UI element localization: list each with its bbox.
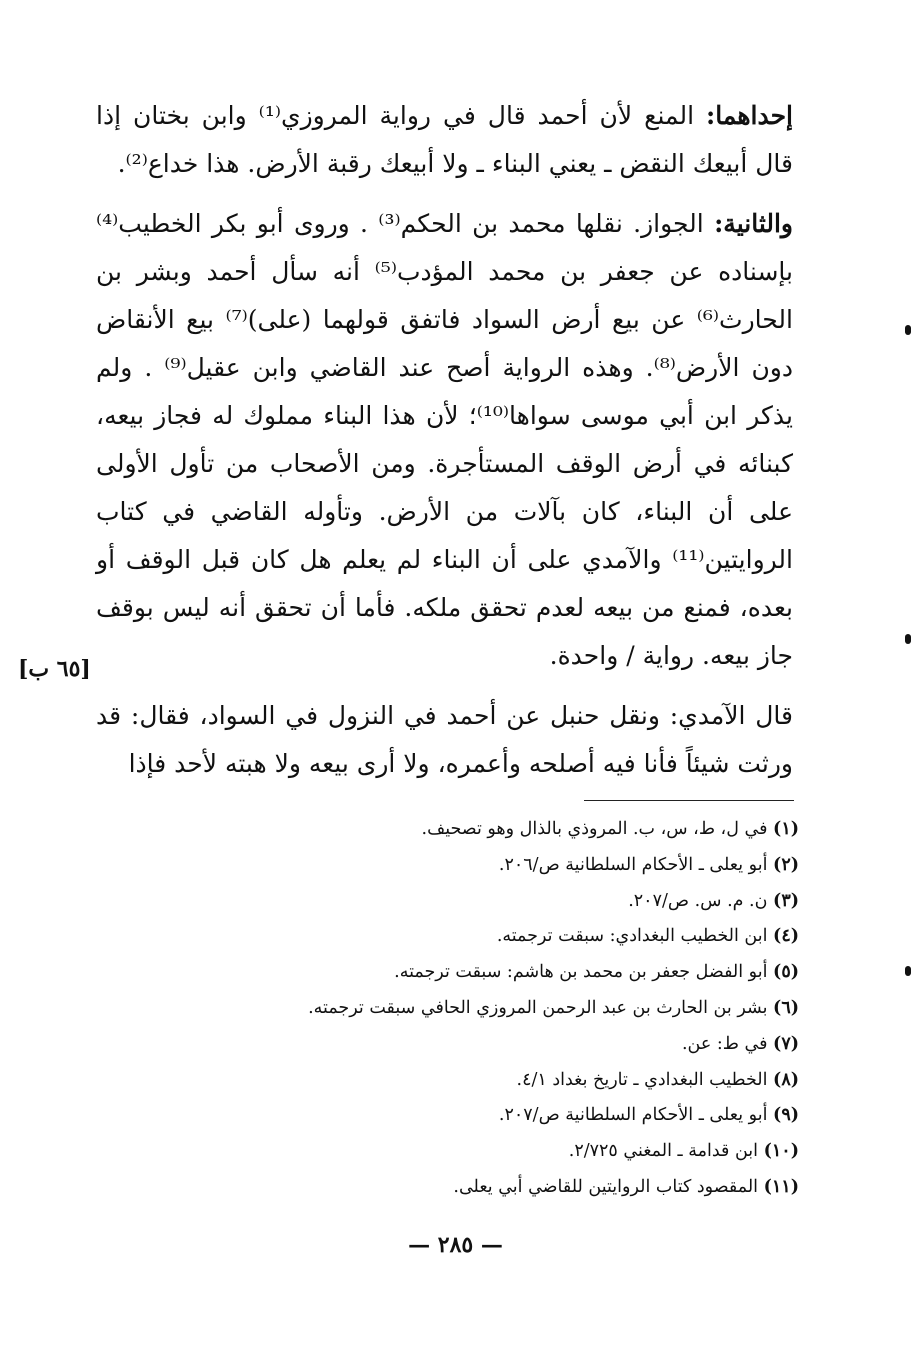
footnote-item (179, 1027, 799, 1063)
scan-binding-mark (905, 966, 911, 976)
footnote-separator (584, 800, 794, 801)
footnote-item (179, 919, 799, 955)
paragraph-lead: والثانية: (714, 209, 793, 238)
paragraph-first-opinion (96, 92, 793, 188)
paragraph-text: الجواز. نقلها محمد بن الحكم⁽³⁾ . وروى أبو بكر الخطيب⁽⁴⁾ بإسناده عن جعفر بن محمد المؤدب⁽⁵⁾ أنه سأل أحمد وبشر بن الحارث⁽⁶⁾ عن بيع أرض السواد فاتفق قولهما (على)⁽⁷⁾ بيع الأنقاض دون الأرض⁽⁸⁾. وهذه الرواية أصح عند القاضي وابن عقيل⁽⁹⁾ . ولم يذكر ابن أبي موسى سواها⁽¹⁰⁾؛ لأن هذا البناء مملوك له فجاز بيعه، كبنائه في أرض الوقف المستأجرة. ومن الأصحاب من تأول الأولى على أن البناء، كان بآلات من الأرض. وتأوله القاضي في كتاب الروايتين⁽¹¹⁾ والآمدي على أن البناء لم يعلم هل كان قبل الوقف أو بعده، فمنع من بيعه لعدم تحقق ملكه. فأما أن تحقق أنه ليس بوقف جاز بيعه. رواية / واحدة. (96, 209, 794, 670)
footnote-text: أبو يعلى ـ الأحكام السلطانية ص/٢٠٧. (498, 1105, 768, 1126)
footnote-text: الخطيب البغدادي ـ تاريخ بغداد ٤/١. (516, 1069, 768, 1090)
footnote-number: (٧) (773, 1033, 799, 1054)
footnote-text: بشر بن الحارث بن عبد الرحمن المروزي الحافي سبقت ترجمته. (308, 997, 768, 1018)
footnote-number: (٣) (773, 890, 799, 911)
paragraph-text: المنع لأن أحمد قال في رواية المروزي⁽¹⁾ وابن بختان إذا قال أبيعك النقض ـ يعني البناء ـ ولا أبيعك رقبة الأرض. هذا خداع⁽²⁾. (96, 101, 793, 178)
footnote-item (179, 812, 799, 848)
paragraph-lead: إحداهما: (706, 101, 793, 130)
scan-binding-mark (905, 634, 911, 644)
footnote-number: (٢) (773, 854, 799, 875)
footnotes-list (179, 812, 799, 1206)
footnote-number: (٦) (773, 997, 799, 1018)
footnote-item (179, 848, 799, 884)
scan-binding-mark (905, 325, 911, 335)
footnote-text: ابن الخطيب البغدادي: سبقت ترجمته. (496, 926, 768, 947)
main-text (96, 92, 793, 788)
footnote-number: (٩) (773, 1105, 799, 1126)
footnote-text: المقصود كتاب الروايتين للقاضي أبي يعلى. (453, 1176, 759, 1197)
footnote-number: (٨) (773, 1069, 799, 1090)
manuscript-folio-reference: [٦٥ ب] (18, 656, 91, 682)
footnote-item (179, 884, 799, 920)
footnote-item (179, 1063, 799, 1099)
footnote-text: ن. م. س. ص/٢٠٧. (628, 890, 768, 911)
footnote-item (179, 1134, 799, 1170)
footnote-number: (١٠) (763, 1141, 799, 1162)
footnote-text: في ل، ط، س، ب. المروذي بالذال وهو تصحيف. (421, 819, 768, 839)
paragraph-second-opinion (96, 200, 793, 680)
footnote-number: (٥) (773, 962, 799, 983)
footnote-text: أبو الفضل جعفر بن محمد بن هاشم: سبقت ترجمته. (394, 962, 768, 983)
footnote-text: ابن قدامة ـ المغني ٢/٧٢٥. (568, 1141, 759, 1162)
page-number: — ٢٨٥ — (408, 1232, 503, 1258)
footnote-number: (١) (773, 819, 799, 839)
paragraph-text: قال الآمدي: ونقل حنبل عن أحمد في النزول في السواد، فقال: قد ورثت شيئاً فأنا فيه أصلحه وأعمره، ولا أرى بيعه ولا هبته لأحد فإذا (96, 701, 793, 778)
footnote-text: أبو يعلى ـ الأحكام السلطانية ص/٢٠٦. (498, 854, 768, 875)
footnote-item (179, 1170, 799, 1206)
footnote-text: في ط: عن. (681, 1033, 768, 1054)
footnote-item (179, 1098, 799, 1134)
paragraph-amidi (96, 692, 793, 788)
footnote-item (179, 991, 799, 1027)
footnote-number: (٤) (773, 926, 799, 947)
footnote-item (179, 955, 799, 991)
footnote-number: (١١) (763, 1176, 799, 1197)
